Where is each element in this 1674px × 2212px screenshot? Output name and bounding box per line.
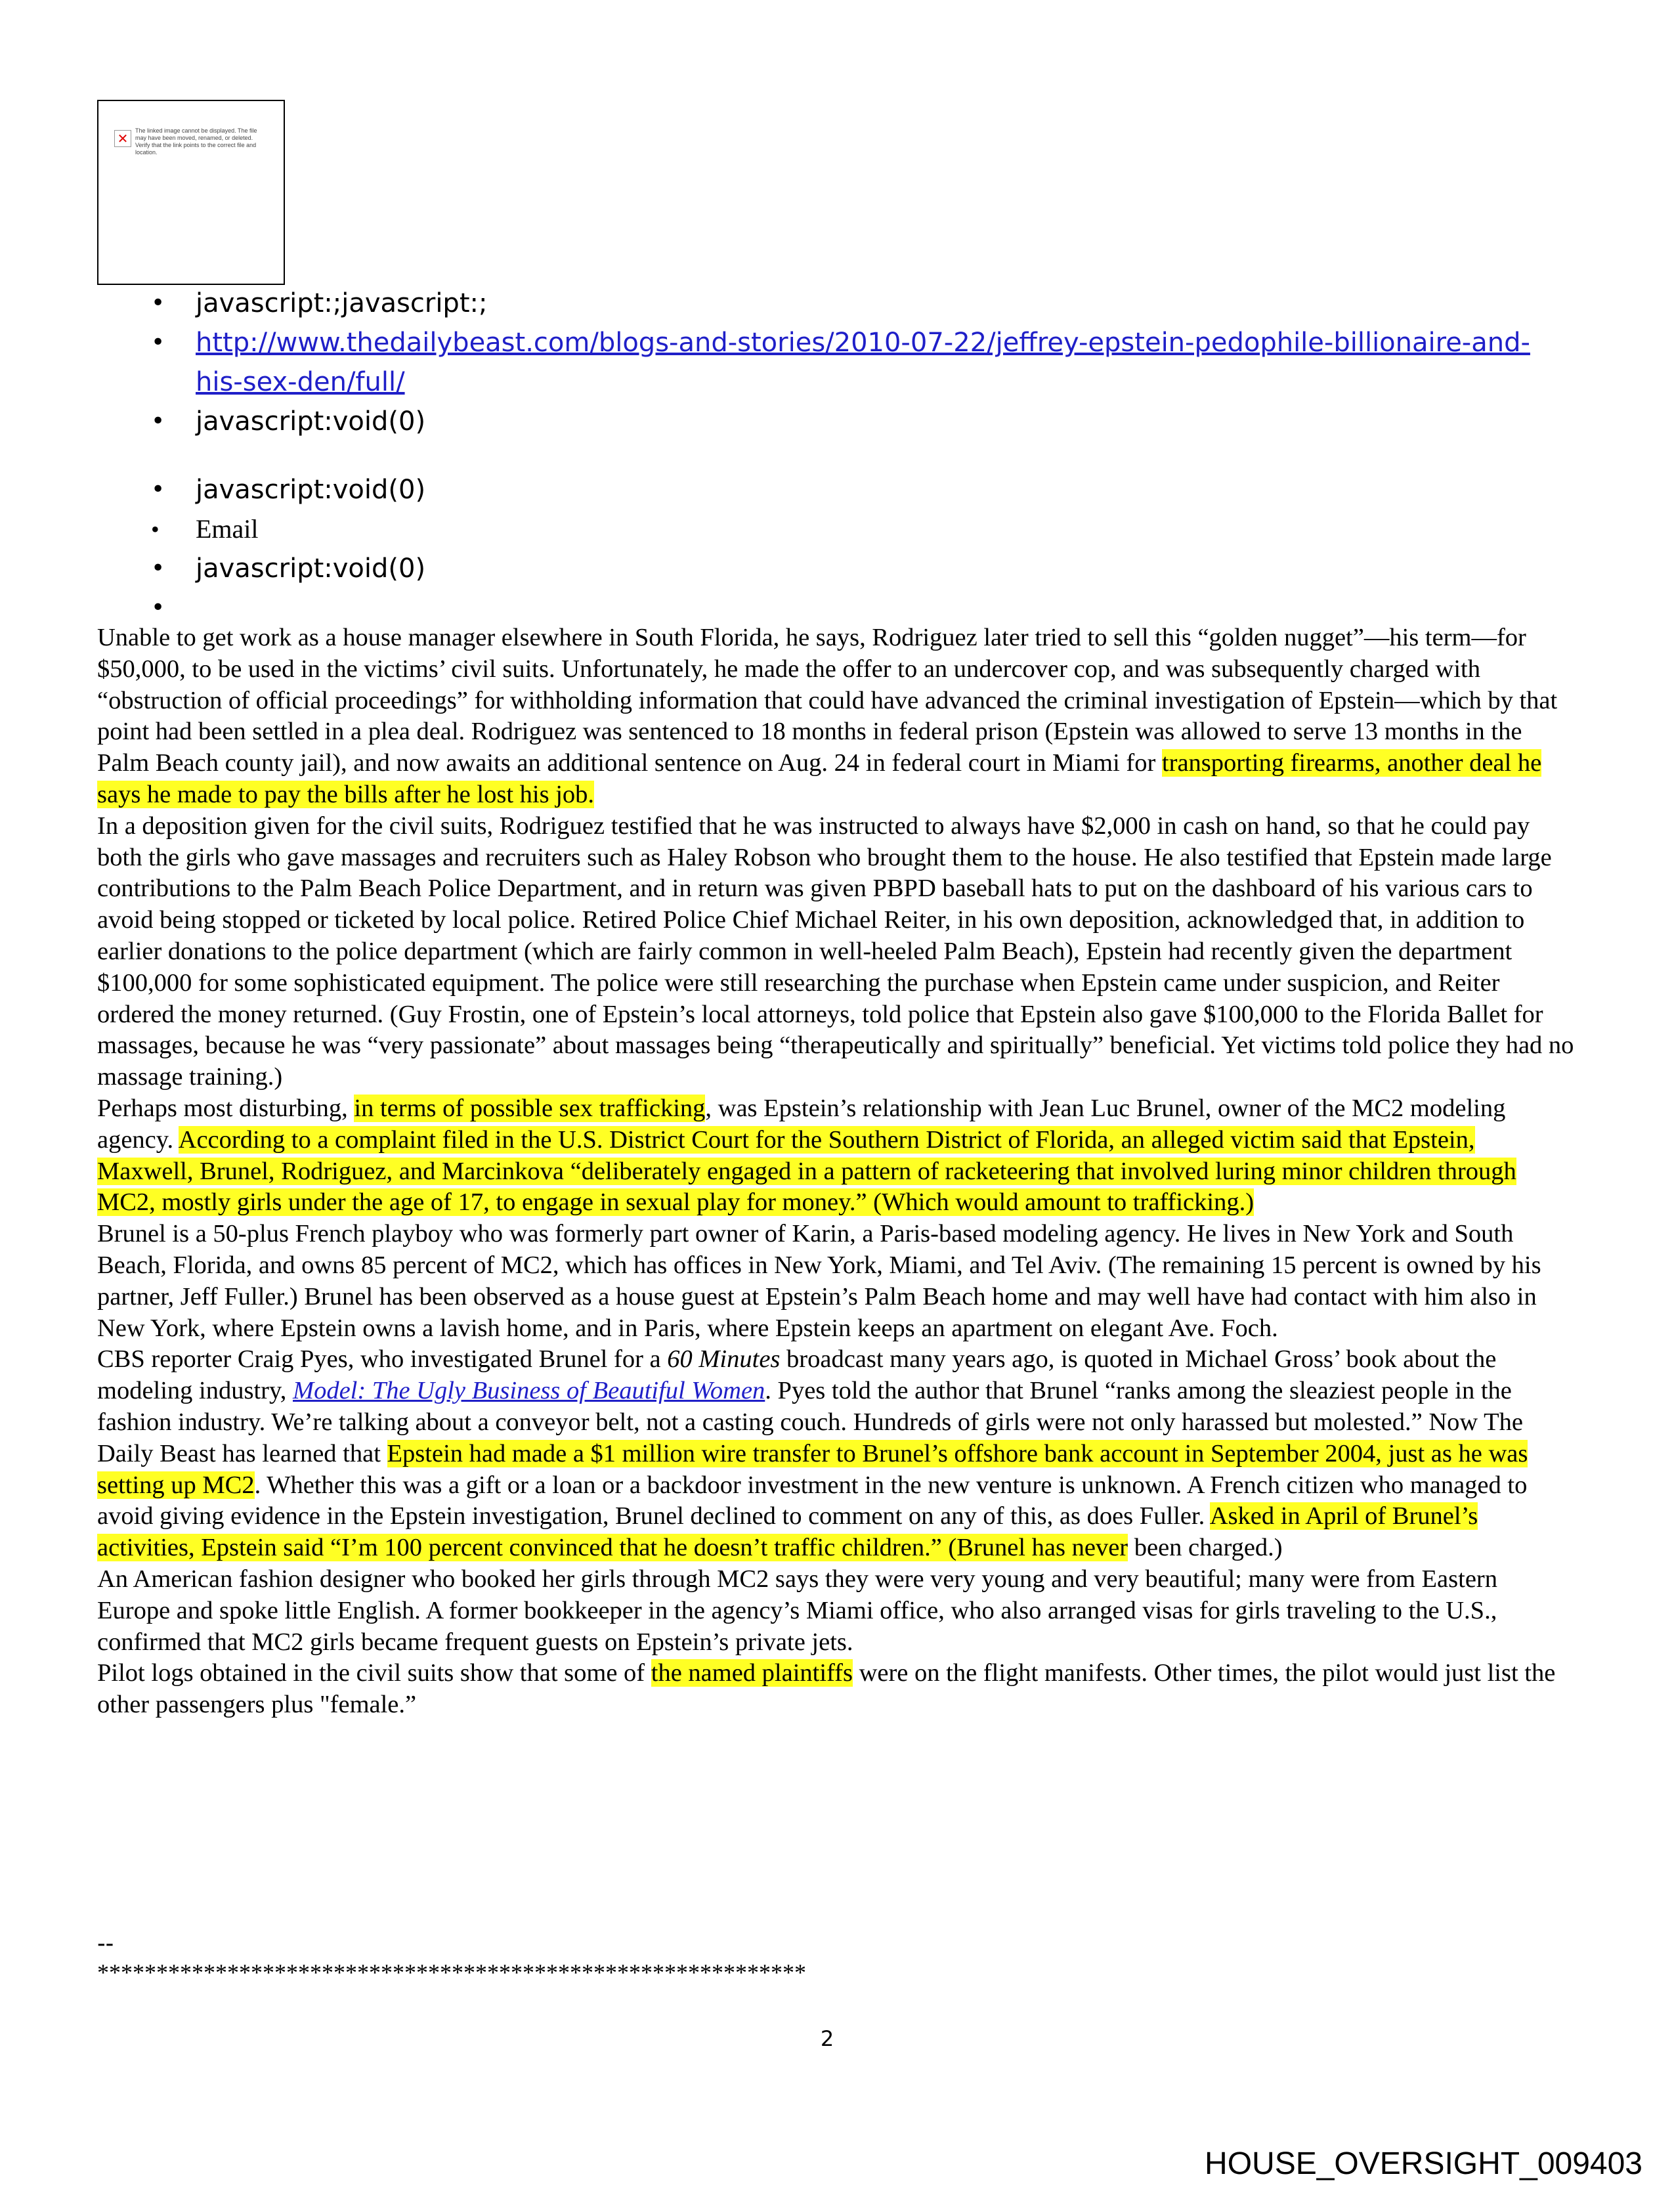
paragraph-fashion-designer: An American fashion designer who booked her girls through MC2 says they were very young and very beautiful; many were from Eastern Europe and spoke little English. A former bookkeeper in the agency’s Miami office, who also arranged visas for girls traveling to the U.S., confirmed that MC2 girls became frequent guests on Epstein’s private jets. [97, 1565, 1497, 1656]
bullet-dot-icon: • [151, 408, 165, 435]
show-title: 60 Minutes [667, 1345, 781, 1374]
paragraph-text: Unable to get work as a house manager elsewhere in South Florida, he says, Rodriguez later tried to sell this “golden nugget”—his term—for $50,000, to be used in the victims’ civil suits. Unfortunately, he made the offer to an undercover cop, and was subsequently charged with “obstruction of official proceedings” for withholding information that could have advanced the criminal investigation of Epstein—which by that point had been settled in a plea deal. Rodriguez was sentenced to 18 months in federal prison (Epstein was allowed to serve 13 months in the Palm Beach county jail), and now awaits an additional sentence on Aug. 24 in federal court in Miami for [97, 624, 1558, 777]
bullet-item[interactable] [146, 284, 1557, 323]
paragraph-text: Perhaps most disturbing, [97, 1094, 354, 1122]
bullet-dot-icon: • [151, 329, 165, 356]
highlighted-text: Asked in April of Brunel’s activities, Epstein said “I’m 100 percent convinced that he doesn’t traffic children.” (Brunel has never [97, 1502, 1478, 1562]
link-bullet-list [146, 284, 1557, 621]
highlighted-text: transporting firearms, another deal he says he made to pay the bills after he lost his job. [97, 749, 1542, 808]
broken-linked-image [97, 100, 285, 285]
bullet-text[interactable]: javascript:void(0) [196, 553, 426, 584]
broken-image-message: The linked image cannot be displayed. The file may have been moved, renamed, or deleted. Verify that the link points to the correct file and location. [135, 127, 257, 156]
paragraph-text: . Whether this was a gift or a loan or a backdoor investment in the new venture is unknown. A French citizen who managed to avoid giving evidence in the Epstein investigation, Brunel declined to comment on any of this, as does Fuller. [97, 1471, 1528, 1530]
bullet-dot-icon: • [151, 476, 165, 503]
bullet-text[interactable]: javascript:void(0) [196, 406, 426, 437]
paragraph-brunel-relationship [97, 1093, 1574, 1219]
paragraph-text: Pilot logs obtained in the civil suits show that some of [97, 1659, 651, 1687]
paragraph-text: . Pyes told the author that Brunel “ranks among the sleaziest people in the fashion industry. We’re talking about a conveyor belt, not a casting couch. Hundreds of girls were not only harassed but molested.” Now The Daily Beast has learned that [97, 1377, 1523, 1467]
paragraph-text: CBS reporter Craig Pyes, who investigated Brunel for a [97, 1345, 668, 1374]
broken-image-x-icon: ✕ [114, 130, 131, 147]
bullet-text[interactable]: javascript:void(0) [196, 475, 426, 505]
bullet-item-link[interactable] [146, 323, 1557, 402]
paragraph-text: were on the flight manifests. Other times, the pilot would just list the other passengers plus "female.” [97, 1659, 1556, 1719]
highlighted-text: According to a complaint filed in the U.S. District Court for the Southern District of Florida, an alleged victim said that Epstein, Maxwell, Brunel, Rodriguez, and Marcinkova “deliberately engaged in a pattern of racketeering that involved luring minor children through MC2, mostly girls under the age of 17, to engage in sexual play for money.” (Which would amount to trafficking.) [97, 1125, 1516, 1217]
bullet-dot-icon: • [151, 516, 160, 542]
highlighted-text: in terms of possible sex trafficking [354, 1094, 706, 1122]
paragraph-text: , was Epstein’s relationship with Jean Luc Brunel, owner of the MC2 modeling agency. [97, 1094, 1506, 1154]
page-number: 2 [820, 2026, 834, 2051]
article-body [97, 622, 1574, 1721]
highlighted-text: Epstein had made a $1 million wire transfer to Brunel’s offshore bank account in September 2004, just as he was setting up MC2 [97, 1439, 1528, 1499]
paragraph-rodriguez-golden-nugget [97, 622, 1574, 811]
paragraph-brunel-bio: Brunel is a 50-plus French playboy who was formerly part owner of Karin, a Paris-based modeling agency. He lives in New York and South Beach, Florida, and owns 85 percent of MC2, which has offices in New York, Miami, and Tel Aviv. (The remaining 15 percent is owned by his partner, Jeff Fuller.) Brunel has been observed as a house guest at Epstein’s Palm Beach home and may well have had contact with him also in New York, where Epstein owns a lavish home, and in Paris, where Epstein keeps an apartment on elegant Ave. Foch. [97, 1220, 1541, 1342]
signature-separator: -- [97, 1930, 114, 1957]
paragraph-pilot-logs [97, 1658, 1574, 1721]
paragraph-craig-pyes [97, 1344, 1574, 1564]
bullet-item[interactable] [146, 470, 1557, 510]
bullet-dot-icon: • [151, 290, 165, 316]
bullet-item[interactable] [146, 549, 1557, 588]
highlighted-text: the named plaintiffs [651, 1659, 853, 1687]
bullet-dot-icon: • [151, 594, 165, 621]
asterisk-divider: ************************************************************ [97, 1959, 806, 1985]
bullet-text[interactable]: javascript:;javascript:; [196, 288, 488, 318]
book-title-link[interactable]: Model: The Ugly Business of Beautiful Women [293, 1377, 765, 1405]
spacer [146, 441, 1557, 470]
paragraph-deposition: In a deposition given for the civil suits, Rodriguez testified that he was instructed to always have $2,000 in cash on hand, so that he could pay both the girls who gave massages and recruiters such as Haley Robson who brought them to the house. He also testified that Epstein made large contributions to the Palm Beach Police Department, and in return was given PBPD baseball hats to put on the dashboard of his various cars to avoid being stopped or ticketed by local police. Retired Police Chief Michael Reiter, in his own deposition, acknowledged that, in addition to earlier donations to the police department (which are fairly common in well-heeled Palm Beach), Epstein had recently given the department $100,000 for some sophisticated equipment. The police were still researching the purchase when Epstein came under suspicion, and Reiter ordered the money returned. (Guy Frostin, one of Epstein’s local attorneys, told police that Epstein also gave $100,000 to the Florida Ballet for massages, because he was “very passionate” about massages being “therapeutically and spiritually” beneficial. Yet victims told police they had no massage training.) [97, 812, 1574, 1091]
bullet-dot-icon: • [151, 555, 165, 582]
bates-number: HOUSE_OVERSIGHT_009403 [1205, 2146, 1642, 2181]
email-link-text[interactable]: Email [196, 514, 259, 544]
bullet-item[interactable] [146, 402, 1557, 441]
paragraph-text: broadcast many years ago, is quoted in Michael Gross’ book about the modeling industry, [97, 1345, 1497, 1405]
paragraph-text: been charged.) [1128, 1534, 1283, 1562]
bullet-item-email[interactable] [146, 510, 1557, 549]
daily-beast-article-link[interactable]: http://www.thedailybeast.com/blogs-and-stories/2010-07-22/jeffrey-epstein-pedophile-billionaire-and-his-sex-den/full/ [196, 328, 1530, 397]
